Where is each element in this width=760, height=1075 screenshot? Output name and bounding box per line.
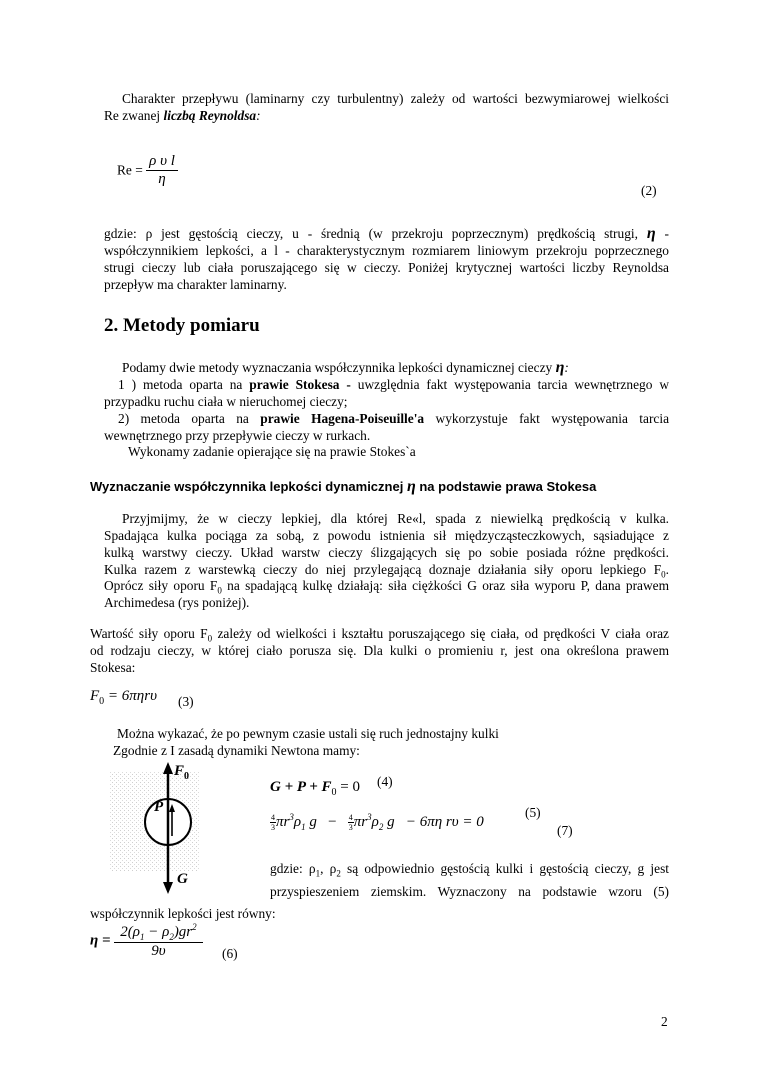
task-line: Wykonamy zadanie opierające się na prawie Stokes`a [128, 444, 416, 459]
motion-line-1: Można wykazać, że po pewnym czasie ustali się ruch jednostajny kulki [117, 726, 499, 741]
equation-5: $\frac{4}{3}$ $\pi r^3\rho_1$ g − $\frac{4}{3}$ $\pi r^3\rho_2$ g − 6πη rυ = 0 [271, 812, 484, 833]
where2-line-1: gdzie: $\rho_1$, $\rho_2$ są odpowiednio gęstością kulki i gęstością cieczy, g jest [270, 861, 669, 879]
force-line-3: Stokesa: [90, 660, 136, 675]
equation-6-label: (6) [222, 946, 238, 961]
stokes-line-2: Spadająca kulka pociąga za sobą, z powodu istnienia sił międzycząsteczkowych, sąsiadujące z [104, 528, 669, 543]
force-diagram [104, 762, 214, 896]
where-line-1: gdzie: ρ jest gęstością cieczy, u - średnią (w przekroju poprzecznym) prędkością strugi, η - [104, 225, 669, 242]
method-1-line-2: przypadku ruchu ciała w nieruchomej cieczy; [104, 394, 348, 409]
equation-4: $G + P + F_0 = 0$ [270, 779, 361, 798]
stokes-line-6: Archimedesa (rys poniżej). [104, 595, 250, 610]
equation-2: Re = $\frac{\text{ρ υ l}}{\eta}$ [117, 153, 178, 188]
intro-line-2: Re zwanej liczbą Reynoldsa: [104, 108, 261, 123]
stokes-line-3: kulką warstwy cieczy. Układ warstw cieczy ślizgających się po sobie posiada różne prędkości. [104, 545, 669, 560]
equation-3-label: (3) [178, 694, 194, 709]
force-line-2: od rodzaju cieczy, w której ciało porusza się. Dla kulki o promieniu r, jest ona określona prawem [90, 643, 669, 658]
equation-5-label: (5) [525, 805, 541, 820]
equation-4-label: (4) [377, 774, 393, 789]
method-1-line-1: 1 ) metoda oparta na prawie Stokesa - uwzględnia fakt występowania tarcia wewnętrznego w [118, 377, 669, 392]
intro-line-1: Charakter przepływu (laminarny czy turbulentny) zależy od wartości bezwymiarowej wielkości [122, 91, 669, 106]
method-2-line-2: wewnętrznego przy przepływie cieczy w rurkach. [104, 428, 371, 443]
stokes-line-1: Przyjmijmy, że w cieczy lepkiej, dla której Re«l, spada z niewielką prędkością v kulka. [122, 511, 669, 526]
where-line-3: strugi cieczy lub ciała poruszającego się w cieczy. Poniżej krytycznej wartości liczby Reynoldsa [104, 260, 669, 275]
method-2-line-1: 2) metoda oparta na prawie Hagena-Poiseuille'a wykorzystuje fakt występowania tarcia [118, 411, 670, 426]
where2-line-2: przyspieszeniem ziemskim. Wyznaczony na podstawie wzoru (5) [270, 884, 669, 899]
stokes-line-5: Oprócz siły oporu $F_0$ na spadającą kulkę działają: siła ciężkości G oraz siła wyporu P, dana prawem [104, 578, 669, 596]
where2-line-3: współczynnik lepkości jest równy: [90, 906, 276, 921]
methods-intro: Podamy dwie metody wyznaczania współczynnika lepkości dynamicznej cieczy η: [122, 359, 569, 376]
page-number: 2 [661, 1014, 668, 1029]
drag-force-arrowhead [163, 762, 173, 774]
stokes-line-4: Kulka razem z warstewką cieczy do niej przylegającą doznaje działania siły oporu lepkiego $F_0$. [104, 562, 669, 580]
equation-7-label: (7) [557, 823, 573, 838]
subsection-title: Wyznaczanie współczynnika lepkości dynamicznej η na podstawie prawa Stokesa [90, 478, 597, 495]
gravity-arrowhead [163, 882, 173, 894]
motion-line-2: Zgodnie z I zasadą dynamiki Newtona mamy: [113, 743, 360, 758]
label-f0: $F_0$ [174, 763, 190, 782]
where-line-2: współczynnikiem lepkości, a l - charakterystycznym rozmiarem liniowym przekroju poprzecznego [104, 243, 669, 258]
equation-6: η = $\frac{2(\rho_1 - \rho_2)gr^2}{9\upsilon}$ [90, 922, 203, 960]
equation-3: $F_0 = 6\pi\eta r\upsilon$ [90, 688, 157, 707]
label-p: P [154, 799, 164, 815]
label-g: G [177, 871, 188, 887]
equation-2-label: (2) [641, 183, 657, 198]
section-heading: 2. Metody pomiaru [104, 315, 260, 336]
force-line-1: Wartość siły oporu $F_0$ zależy od wielkości i kształtu poruszającego się ciała, od prędkości V ciała oraz [90, 626, 669, 644]
where-line-4: przepływ ma charakter laminarny. [104, 277, 287, 292]
